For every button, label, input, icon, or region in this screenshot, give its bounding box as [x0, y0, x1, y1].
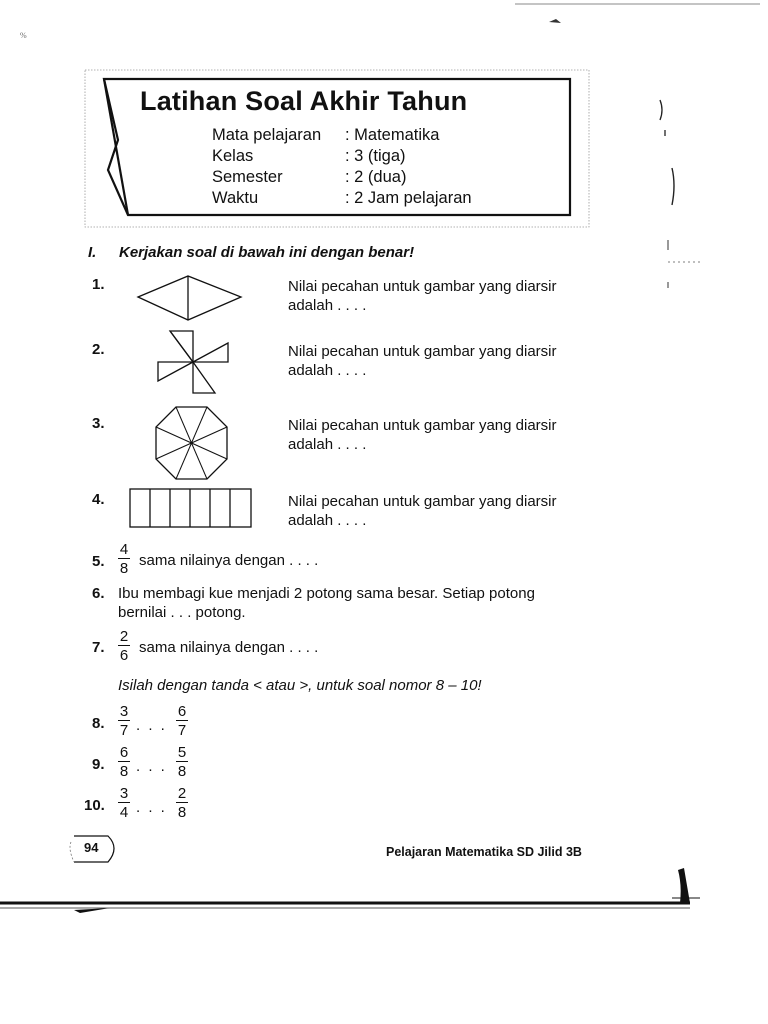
- numerator: 2: [177, 785, 187, 802]
- info-label: Kelas: [212, 147, 254, 165]
- question-line: bernilai . . . potong.: [118, 604, 246, 621]
- question-text: [288, 277, 556, 315]
- fraction-bar: [118, 645, 130, 646]
- denominator: 6: [119, 647, 129, 664]
- page-bottom-edge: [0, 860, 768, 920]
- numerator: 5: [177, 744, 187, 761]
- info-value: : 2 Jam pelajaran: [345, 189, 472, 207]
- info-row-subject: [212, 126, 439, 145]
- denominator: 7: [177, 722, 187, 739]
- fraction-a: [118, 785, 130, 821]
- numerator: 2: [119, 628, 129, 645]
- rhombus-figure: [135, 274, 245, 324]
- denominator: 8: [177, 804, 187, 821]
- fraction-bar: [118, 558, 130, 559]
- fraction-a: [118, 703, 130, 739]
- question-line: Ibu membagi kue menjadi 2 potong sama besar. Setiap potong: [118, 585, 535, 602]
- section-number: I.: [88, 244, 97, 261]
- info-row-class: [212, 147, 406, 166]
- fraction: [118, 628, 130, 664]
- numerator: 3: [119, 785, 129, 802]
- question-line: Nilai pecahan untuk gambar yang diarsir: [288, 493, 557, 510]
- fraction-bar: [176, 761, 188, 762]
- info-value: : Matematika: [345, 126, 440, 144]
- comparison-blank: . . .: [136, 799, 167, 816]
- question-number: 7.: [92, 639, 105, 656]
- section-instruction: Kerjakan soal di bawah ini dengan benar!: [119, 244, 415, 261]
- question-text: [118, 584, 535, 622]
- svg-text:%: %: [20, 31, 27, 40]
- question-line: adalah . . . .: [288, 436, 367, 453]
- info-value: : 2 (dua): [345, 168, 407, 186]
- question-number: 8.: [92, 715, 105, 732]
- fraction-b: [176, 785, 188, 821]
- page-number: 94: [84, 840, 99, 855]
- numerator: 4: [119, 541, 129, 558]
- info-label: Semester: [212, 168, 283, 186]
- comparison-blank: . . .: [136, 717, 167, 734]
- question-line: adalah . . . .: [288, 512, 367, 529]
- question-line: adalah . . . .: [288, 362, 367, 379]
- book-title: Pelajaran Matematika SD Jilid 3B: [386, 845, 582, 859]
- fraction-b: [176, 703, 188, 739]
- fraction-bar: [118, 761, 130, 762]
- octagon-figure: [152, 404, 232, 484]
- denominator: 4: [119, 804, 129, 821]
- compare-instruction: Isilah dengan tanda < atau >, untuk soal nomor 8 – 10!: [118, 677, 482, 694]
- question-text: [288, 492, 556, 530]
- fraction-bar: [176, 720, 188, 721]
- fraction-bar: [118, 720, 130, 721]
- info-row-time: [212, 189, 472, 208]
- fraction-bar: [176, 802, 188, 803]
- question-number: 3.: [92, 415, 105, 432]
- numerator: 6: [177, 703, 187, 720]
- question-line: adalah . . . .: [288, 297, 367, 314]
- question-number: 1.: [92, 276, 105, 293]
- question-text: [288, 416, 556, 454]
- question-text: sama nilainya dengan . . . .: [139, 639, 319, 656]
- question-line: Nilai pecahan untuk gambar yang diarsir: [288, 343, 557, 360]
- question-text: sama nilainya dengan . . . .: [139, 552, 319, 569]
- pinwheel-figure: [150, 325, 235, 400]
- question-line: Nilai pecahan untuk gambar yang diarsir: [288, 278, 557, 295]
- denominator: 7: [119, 722, 129, 739]
- denominator: 8: [119, 763, 129, 780]
- fraction: [118, 541, 130, 577]
- question-number: 9.: [92, 756, 105, 773]
- info-row-semester: [212, 168, 406, 187]
- info-label: Mata pelajaran: [212, 126, 322, 144]
- question-line: Nilai pecahan untuk gambar yang diarsir: [288, 417, 557, 434]
- question-number: 6.: [92, 585, 105, 602]
- rectangle-figure: [128, 487, 254, 529]
- fraction-bar: [118, 802, 130, 803]
- numerator: 3: [119, 703, 129, 720]
- question-text: [288, 342, 556, 380]
- fraction-b: [176, 744, 188, 780]
- fraction-a: [118, 744, 130, 780]
- question-number: 2.: [92, 341, 105, 358]
- page-title: Latihan Soal Akhir Tahun: [140, 86, 468, 116]
- info-label: Waktu: [212, 189, 259, 207]
- numerator: 6: [119, 744, 129, 761]
- comparison-blank: . . .: [136, 758, 167, 775]
- info-value: : 3 (tiga): [345, 147, 406, 165]
- question-number: 5.: [92, 553, 105, 570]
- question-number: 4.: [92, 491, 105, 508]
- question-number: 10.: [84, 797, 105, 814]
- denominator: 8: [119, 560, 129, 577]
- denominator: 8: [177, 763, 187, 780]
